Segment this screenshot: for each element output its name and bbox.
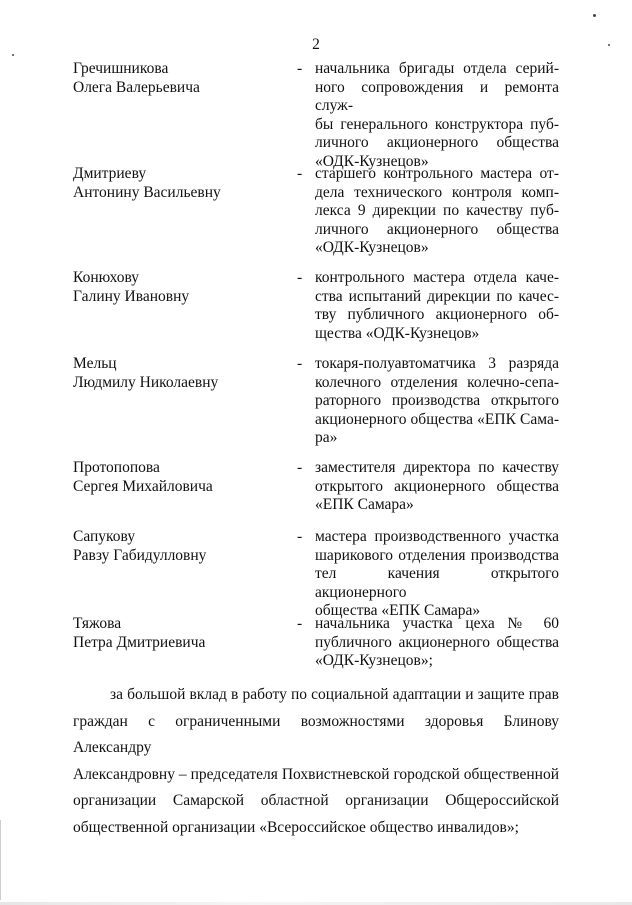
surname: Конюхову bbox=[73, 269, 140, 286]
position-line: щества «ОДК-Кузнецов» bbox=[315, 324, 480, 342]
position-line: старшего контрольного мастера от- bbox=[315, 165, 559, 182]
position-line: ства испытаний дирекции по качес- bbox=[315, 287, 559, 305]
scan-speck bbox=[608, 44, 610, 46]
given-names: Людмилу Николаевну bbox=[73, 373, 219, 391]
surname: Гречишникова bbox=[73, 60, 169, 77]
person-position bbox=[315, 165, 559, 258]
scan-edge bbox=[0, 820, 1, 900]
position-line: токаря-полуавтоматчика 3 разряда bbox=[315, 355, 559, 372]
position-line: мастера производственного участка bbox=[315, 528, 559, 545]
position-line: публичного акционерного общества bbox=[315, 633, 559, 651]
paragraph-line: граждан с ограниченными возможностями здоровья Блинову Александру bbox=[73, 712, 559, 756]
surname: Сапукову bbox=[73, 528, 136, 545]
person-name bbox=[73, 60, 283, 97]
position-line: «ОДК-Кузнецов»; bbox=[315, 652, 433, 669]
person-name bbox=[73, 459, 283, 496]
surname: Протопопова bbox=[73, 459, 160, 476]
given-names: Галину Ивановну bbox=[73, 287, 190, 305]
position-line: шарикового отделения производства bbox=[315, 546, 559, 564]
position-line: дела технического контроля комп- bbox=[315, 183, 559, 201]
dash-separator: - bbox=[297, 269, 303, 286]
position-line: контрольного мастера отдела каче- bbox=[315, 269, 559, 286]
person-name bbox=[73, 355, 283, 392]
position-line: личного акционерного общества bbox=[315, 134, 559, 151]
person-name bbox=[73, 165, 283, 202]
person-name bbox=[73, 528, 283, 565]
position-line: «ЕПК Самара» bbox=[315, 496, 414, 513]
person-position bbox=[315, 528, 559, 621]
given-names: Петра Дмитриевича bbox=[73, 633, 206, 651]
surname: Тяжова bbox=[73, 615, 122, 632]
position-line: ного сопровождения и ремонта служ- bbox=[315, 78, 559, 114]
person-name bbox=[73, 615, 283, 652]
scan-speck bbox=[12, 54, 14, 56]
paragraph-line: организации Самарской областной организации Общероссийской bbox=[73, 792, 559, 809]
person-position bbox=[315, 459, 559, 515]
surname: Дмитриеву bbox=[73, 165, 147, 182]
position-line: открытого акционерного общества bbox=[315, 477, 559, 495]
position-line: ра» bbox=[315, 429, 338, 446]
person-position bbox=[315, 269, 559, 343]
position-line: начальника бригады отдела серий- bbox=[315, 60, 559, 77]
position-line: тел качения открытого акционерного bbox=[315, 565, 559, 601]
position-line: заместителя директора по качеству bbox=[315, 459, 559, 476]
person-name bbox=[73, 269, 283, 306]
given-names: Олега Валерьевича bbox=[73, 78, 200, 96]
person-position bbox=[315, 615, 559, 671]
scan-speck bbox=[593, 14, 596, 17]
paragraph-line: общественной организации «Всероссийское общество инвалидов»; bbox=[73, 818, 519, 836]
dash-separator: - bbox=[297, 615, 303, 632]
dash-separator: - bbox=[297, 165, 303, 182]
person-position bbox=[315, 355, 559, 448]
position-line: лекса 9 дирекции по качеству пуб- bbox=[315, 202, 559, 219]
given-names: Антонину Васильевну bbox=[73, 183, 221, 201]
position-line: «ОДК-Кузнецов» bbox=[315, 152, 429, 170]
award-paragraph bbox=[73, 682, 559, 841]
dash-separator: - bbox=[297, 528, 303, 545]
position-line: личного акционерного общества bbox=[315, 220, 559, 238]
position-line: общества «ЕПК Самара» bbox=[315, 602, 481, 619]
position-line: бы генерального конструктора пуб- bbox=[315, 115, 559, 133]
paragraph-line: за большой вклад в работу по социальной адаптации и защите прав bbox=[110, 686, 559, 703]
paragraph-line: Александровну – председателя Похвистневской городской общественной bbox=[73, 765, 559, 783]
position-line: начальника участка цеха № 60 bbox=[315, 615, 559, 632]
position-line: раторного производства открытого bbox=[315, 392, 559, 409]
surname: Мельц bbox=[73, 355, 117, 372]
given-names: Равзу Габидулловну bbox=[73, 546, 207, 564]
dash-separator: - bbox=[297, 459, 303, 476]
given-names: Сергея Михайловича bbox=[73, 477, 213, 495]
page-number: 2 bbox=[312, 36, 320, 53]
dash-separator: - bbox=[297, 355, 303, 372]
person-position bbox=[315, 60, 559, 171]
position-line: тву публичного акционерного об- bbox=[315, 306, 559, 323]
position-line: «ОДК-Кузнецов» bbox=[315, 239, 429, 256]
position-line: колечного отделения колечно-сепа- bbox=[315, 373, 559, 391]
position-line: акционерного общества «ЕПК Сама- bbox=[315, 410, 559, 428]
dash-separator: - bbox=[297, 60, 303, 77]
